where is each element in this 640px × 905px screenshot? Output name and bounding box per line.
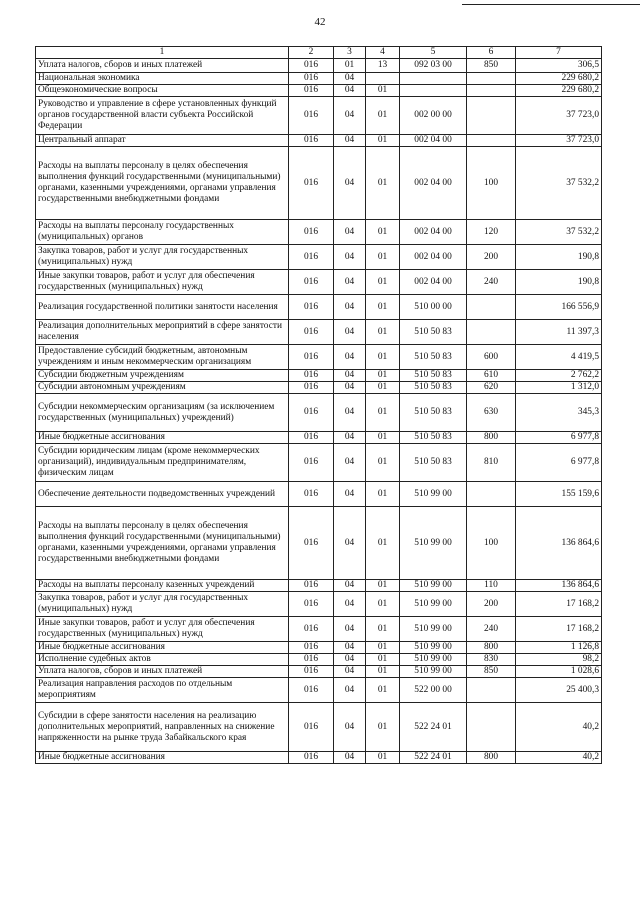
target-article-code: 522 24 01: [400, 703, 467, 752]
budget-code: 016: [289, 220, 334, 245]
section-code: 04: [334, 85, 366, 97]
amount: 25 400,3: [516, 678, 602, 703]
budget-code: 016: [289, 320, 334, 345]
target-article-code: 510 50 83: [400, 370, 467, 382]
budget-code: 016: [289, 642, 334, 654]
table-row: [36, 482, 602, 507]
budget-code: 016: [289, 580, 334, 592]
budget-code: 016: [289, 270, 334, 295]
table-header-row: [36, 47, 602, 59]
target-article-code: 510 50 83: [400, 394, 467, 432]
row-name: Расходы на выплаты персоналу казенных учреждений: [36, 580, 289, 592]
row-name: Иные бюджетные ассигнования: [36, 752, 289, 764]
budget-code: 016: [289, 345, 334, 370]
table-row: [36, 147, 602, 220]
target-article-code: 510 99 00: [400, 592, 467, 617]
target-article-code: 510 50 83: [400, 320, 467, 345]
row-name: Закупка товаров, работ и услуг для государственных (муниципальных) нужд: [36, 592, 289, 617]
section-code: 04: [334, 666, 366, 678]
amount: 136 864,6: [516, 580, 602, 592]
target-article-code: 092 03 00: [400, 59, 467, 73]
budget-code: 016: [289, 482, 334, 507]
subsection-code: 01: [366, 295, 400, 320]
expense-type-code: 800: [467, 642, 516, 654]
budget-code: 016: [289, 394, 334, 432]
amount: 37 532,2: [516, 147, 602, 220]
target-article-code: 510 99 00: [400, 642, 467, 654]
section-code: 04: [334, 135, 366, 147]
expense-type-code: 620: [467, 382, 516, 394]
section-code: 04: [334, 507, 366, 580]
column-header: 3: [334, 47, 366, 59]
expense-type-code: [467, 135, 516, 147]
budget-code: 016: [289, 85, 334, 97]
expense-type-code: 610: [467, 370, 516, 382]
expense-type-code: 600: [467, 345, 516, 370]
amount: 1 312,0: [516, 382, 602, 394]
expense-type-code: 800: [467, 752, 516, 764]
column-header: 7: [516, 47, 602, 59]
section-code: 04: [334, 73, 366, 85]
row-name: Субсидии в сфере занятости населения на реализацию дополнительных мероприятий, направленных на снижение напряженности на рынке труда Забайкальского края: [36, 703, 289, 752]
column-header: 5: [400, 47, 467, 59]
amount: 166 556,9: [516, 295, 602, 320]
row-name: Реализация дополнительных мероприятий в сфере занятости населения: [36, 320, 289, 345]
subsection-code: 01: [366, 370, 400, 382]
row-name: Субсидии некоммерческим организациям (за исключением государственных (муниципальных) учреждений): [36, 394, 289, 432]
subsection-code: 01: [366, 444, 400, 482]
row-name: Центральный аппарат: [36, 135, 289, 147]
subsection-code: 01: [366, 678, 400, 703]
section-code: 04: [334, 703, 366, 752]
section-code: 04: [334, 320, 366, 345]
expense-type-code: [467, 85, 516, 97]
budget-code: 016: [289, 592, 334, 617]
amount: 229 680,2: [516, 85, 602, 97]
table-body: [36, 59, 602, 764]
subsection-code: 01: [366, 617, 400, 642]
amount: 2 762,2: [516, 370, 602, 382]
expense-type-code: 240: [467, 270, 516, 295]
subsection-code: 01: [366, 320, 400, 345]
table-row: [36, 382, 602, 394]
target-article-code: 510 99 00: [400, 580, 467, 592]
expense-type-code: 240: [467, 617, 516, 642]
section-code: 04: [334, 752, 366, 764]
expense-type-code: [467, 320, 516, 345]
section-code: 04: [334, 394, 366, 432]
row-name: Субсидии автономным учреждениям: [36, 382, 289, 394]
table-row: [36, 752, 602, 764]
section-code: 04: [334, 444, 366, 482]
row-name: Руководство и управление в сфере установленных функций органов государственной власти субъекта Российской Федерации: [36, 97, 289, 135]
budget-code: 016: [289, 370, 334, 382]
budget-code: 016: [289, 59, 334, 73]
subsection-code: 01: [366, 703, 400, 752]
target-article-code: [400, 73, 467, 85]
section-code: 04: [334, 678, 366, 703]
row-name: Субсидии юридическим лицам (кроме некоммерческих организаций), индивидуальным предпринимателям, физическим лицам: [36, 444, 289, 482]
section-code: 01: [334, 59, 366, 73]
target-article-code: 510 50 83: [400, 444, 467, 482]
expense-type-code: [467, 295, 516, 320]
budget-table: [35, 46, 602, 764]
section-code: 04: [334, 592, 366, 617]
target-article-code: 002 04 00: [400, 220, 467, 245]
expense-type-code: 630: [467, 394, 516, 432]
row-name: Предоставление субсидий бюджетным, автономным учреждениям и иным некоммерческим организациям: [36, 345, 289, 370]
subsection-code: 01: [366, 432, 400, 444]
row-name: Субсидии бюджетным учреждениям: [36, 370, 289, 382]
subsection-code: 01: [366, 642, 400, 654]
target-article-code: 522 24 01: [400, 752, 467, 764]
table-row: [36, 270, 602, 295]
table-row: [36, 295, 602, 320]
budget-code: 016: [289, 617, 334, 642]
budget-code: 016: [289, 678, 334, 703]
target-article-code: 510 50 83: [400, 382, 467, 394]
expense-type-code: [467, 678, 516, 703]
target-article-code: 510 00 00: [400, 295, 467, 320]
amount: 190,8: [516, 245, 602, 270]
table-row: [36, 642, 602, 654]
amount: 6 977,8: [516, 432, 602, 444]
table-row: [36, 245, 602, 270]
subsection-code: 01: [366, 97, 400, 135]
amount: 306,5: [516, 59, 602, 73]
section-code: 04: [334, 147, 366, 220]
budget-code: 016: [289, 73, 334, 85]
row-name: Расходы на выплаты персоналу в целях обеспечения выполнения функций государственными (муниципальными) органами, казенными учреждениями, органами управления государственными внебюджетными фондами: [36, 147, 289, 220]
budget-code: 016: [289, 654, 334, 666]
budget-code: 016: [289, 703, 334, 752]
table-row: [36, 394, 602, 432]
subsection-code: 01: [366, 245, 400, 270]
column-header: 2: [289, 47, 334, 59]
section-code: 04: [334, 270, 366, 295]
row-name: Реализация государственной политики занятости населения: [36, 295, 289, 320]
expense-type-code: 100: [467, 507, 516, 580]
expense-type-code: 110: [467, 580, 516, 592]
subsection-code: 01: [366, 752, 400, 764]
amount: 345,3: [516, 394, 602, 432]
amount: 136 864,6: [516, 507, 602, 580]
row-name: Иные закупки товаров, работ и услуг для обеспечения государственных (муниципальных) нужд: [36, 617, 289, 642]
table-row: [36, 507, 602, 580]
row-name: Иные бюджетные ассигнования: [36, 432, 289, 444]
budget-code: 016: [289, 382, 334, 394]
section-code: 04: [334, 245, 366, 270]
amount: 1 126,8: [516, 642, 602, 654]
expense-type-code: [467, 73, 516, 85]
table-row: [36, 703, 602, 752]
row-name: Расходы на выплаты персоналу государственных (муниципальных) органов: [36, 220, 289, 245]
table-row: [36, 432, 602, 444]
row-name: Обеспечение деятельности подведомственных учреждений: [36, 482, 289, 507]
target-article-code: 510 99 00: [400, 654, 467, 666]
subsection-code: 01: [366, 147, 400, 220]
subsection-code: 01: [366, 654, 400, 666]
subsection-code: 01: [366, 666, 400, 678]
table-row: [36, 320, 602, 345]
amount: 40,2: [516, 703, 602, 752]
target-article-code: 522 00 00: [400, 678, 467, 703]
amount: 37 723,0: [516, 97, 602, 135]
row-name: Реализация направления расходов по отдельным мероприятиям: [36, 678, 289, 703]
amount: 40,2: [516, 752, 602, 764]
target-article-code: 510 99 00: [400, 507, 467, 580]
row-name: Национальная экономика: [36, 73, 289, 85]
budget-code: 016: [289, 97, 334, 135]
expense-type-code: [467, 703, 516, 752]
expense-type-code: [467, 482, 516, 507]
target-article-code: 002 04 00: [400, 135, 467, 147]
amount: 1 028,6: [516, 666, 602, 678]
section-code: 04: [334, 432, 366, 444]
amount: 17 168,2: [516, 592, 602, 617]
section-code: 04: [334, 295, 366, 320]
table-row: [36, 59, 602, 73]
row-name: Исполнение судебных актов: [36, 654, 289, 666]
subsection-code: 01: [366, 592, 400, 617]
row-name: Расходы на выплаты персоналу в целях обеспечения выполнения функций государственными (муниципальными) органами, казенными учреждениями, органами управления государственными внебюджетными фондами: [36, 507, 289, 580]
column-header: 6: [467, 47, 516, 59]
subsection-code: 01: [366, 482, 400, 507]
budget-code: 016: [289, 147, 334, 220]
expense-type-code: 850: [467, 666, 516, 678]
budget-code: 016: [289, 432, 334, 444]
row-name: Иные закупки товаров, работ и услуг для обеспечения государственных (муниципальных) нужд: [36, 270, 289, 295]
amount: 17 168,2: [516, 617, 602, 642]
budget-code: 016: [289, 507, 334, 580]
subsection-code: 13: [366, 59, 400, 73]
section-code: 04: [334, 580, 366, 592]
section-code: 04: [334, 382, 366, 394]
target-article-code: 002 04 00: [400, 270, 467, 295]
column-header: 4: [366, 47, 400, 59]
subsection-code: 01: [366, 85, 400, 97]
table-row: [36, 654, 602, 666]
section-code: 04: [334, 370, 366, 382]
expense-type-code: 850: [467, 59, 516, 73]
target-article-code: 510 99 00: [400, 482, 467, 507]
amount: 37 723,0: [516, 135, 602, 147]
target-article-code: 510 99 00: [400, 617, 467, 642]
amount: 190,8: [516, 270, 602, 295]
expense-type-code: 800: [467, 432, 516, 444]
row-name: Иные бюджетные ассигнования: [36, 642, 289, 654]
target-article-code: 510 50 83: [400, 345, 467, 370]
table-row: [36, 592, 602, 617]
expense-type-code: 200: [467, 245, 516, 270]
row-name: Уплата налогов, сборов и иных платежей: [36, 59, 289, 73]
table-row: [36, 97, 602, 135]
amount: 155 159,6: [516, 482, 602, 507]
budget-code: 016: [289, 666, 334, 678]
subsection-code: 01: [366, 394, 400, 432]
amount: 4 419,5: [516, 345, 602, 370]
section-code: 04: [334, 654, 366, 666]
table-row: [36, 135, 602, 147]
amount: 37 532,2: [516, 220, 602, 245]
budget-code: 016: [289, 135, 334, 147]
expense-type-code: 200: [467, 592, 516, 617]
table-row: [36, 345, 602, 370]
subsection-code: 01: [366, 220, 400, 245]
expense-type-code: 120: [467, 220, 516, 245]
column-header: 1: [36, 47, 289, 59]
amount: 229 680,2: [516, 73, 602, 85]
table-row: [36, 678, 602, 703]
table-row: [36, 580, 602, 592]
budget-code: 016: [289, 444, 334, 482]
target-article-code: 002 04 00: [400, 245, 467, 270]
expense-type-code: [467, 97, 516, 135]
top-rule: [462, 4, 640, 5]
table-row: [36, 73, 602, 85]
amount: 6 977,8: [516, 444, 602, 482]
target-article-code: 002 00 00: [400, 97, 467, 135]
table-row: [36, 85, 602, 97]
budget-code: 016: [289, 295, 334, 320]
table-row: [36, 666, 602, 678]
subsection-code: 01: [366, 270, 400, 295]
row-name: Уплата налогов, сборов и иных платежей: [36, 666, 289, 678]
section-code: 04: [334, 220, 366, 245]
subsection-code: 01: [366, 507, 400, 580]
section-code: 04: [334, 345, 366, 370]
amount: 11 397,3: [516, 320, 602, 345]
subsection-code: 01: [366, 382, 400, 394]
row-name: Закупка товаров, работ и услуг для государственных (муниципальных) нужд: [36, 245, 289, 270]
budget-code: 016: [289, 752, 334, 764]
section-code: 04: [334, 97, 366, 135]
page-number: 42: [314, 16, 326, 28]
subsection-code: 01: [366, 345, 400, 370]
target-article-code: [400, 85, 467, 97]
expense-type-code: 810: [467, 444, 516, 482]
table-row: [36, 444, 602, 482]
section-code: 04: [334, 642, 366, 654]
amount: 98,2: [516, 654, 602, 666]
target-article-code: 002 04 00: [400, 147, 467, 220]
table-row: [36, 370, 602, 382]
subsection-code: [366, 73, 400, 85]
expense-type-code: 830: [467, 654, 516, 666]
row-name: Общеэкономические вопросы: [36, 85, 289, 97]
subsection-code: 01: [366, 135, 400, 147]
table-row: [36, 617, 602, 642]
section-code: 04: [334, 617, 366, 642]
table-row: [36, 220, 602, 245]
section-code: 04: [334, 482, 366, 507]
target-article-code: 510 99 00: [400, 666, 467, 678]
target-article-code: 510 50 83: [400, 432, 467, 444]
expense-type-code: 100: [467, 147, 516, 220]
budget-code: 016: [289, 245, 334, 270]
subsection-code: 01: [366, 580, 400, 592]
